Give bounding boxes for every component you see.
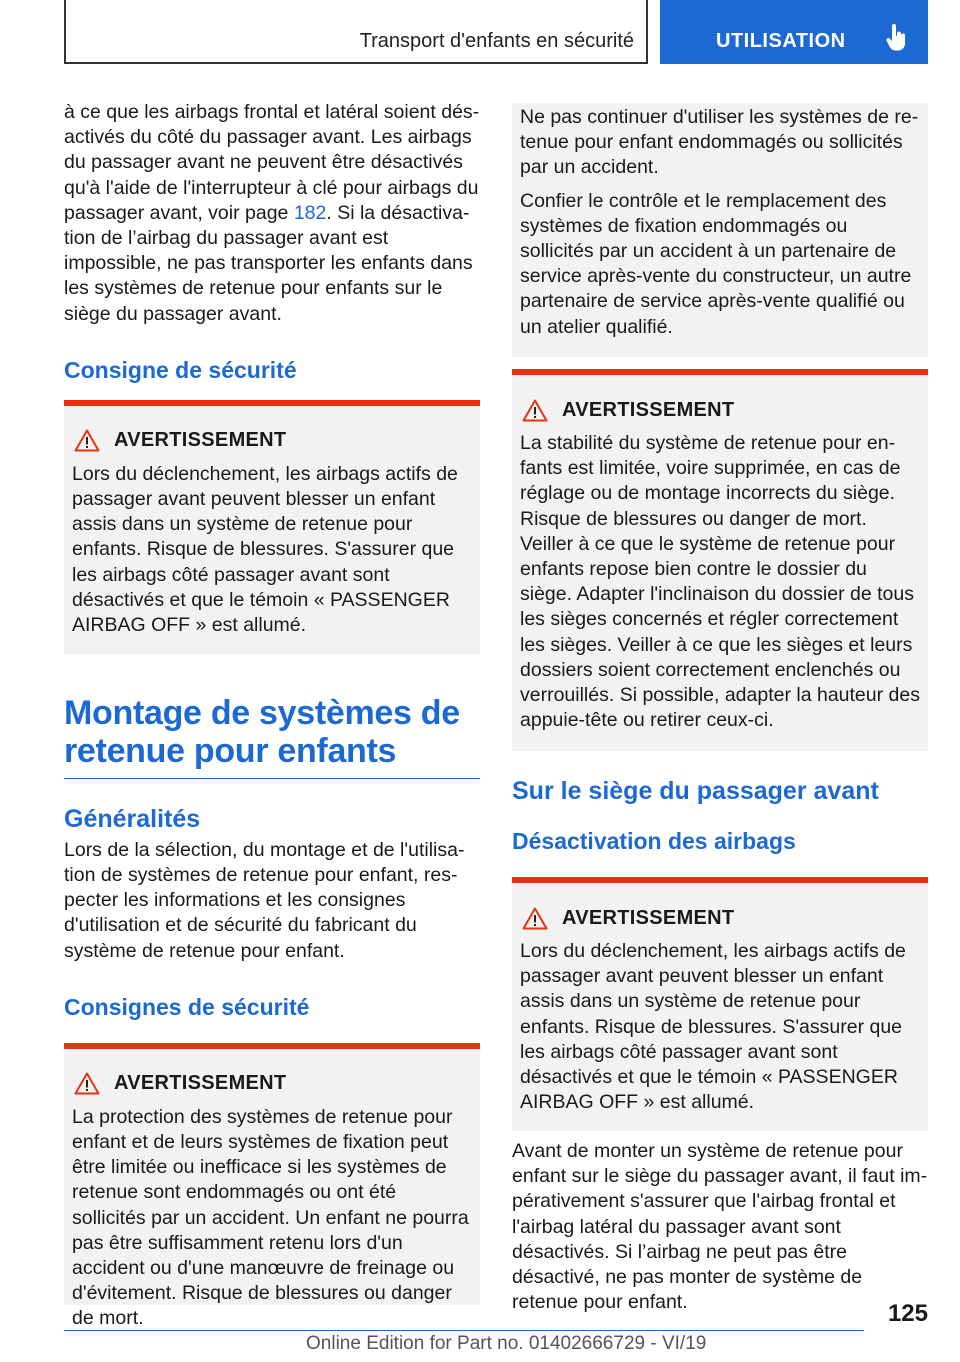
warning-box-1 [64,400,480,654]
warning-text: Lors du déclenchement, les airbags actifs de passager avant peuvent blesser un enfant assis dans un système de retenue pour enfants. Risque de blessures. S'assurer que les airbags côté passager avant sont désactivés et que le témoin « PASSENGER AIRBAG OFF » est allumé. [72,462,458,637]
warning-header [72,1069,472,1099]
page-header [64,0,928,64]
warning-box-2 [64,1043,480,1330]
warning-label: AVERTISSEMENT [114,1072,287,1095]
heading-siege: Sur le siège du passager avant [512,777,879,805]
heading-rule [64,778,480,779]
heading-montage: Montage de systèmes de retenue pour enfants [64,693,460,770]
warning-text: Lors du déclenchement, les airbags actifs de passager avant peuvent blesser un enfant assis dans un système de retenue pour enfants. Risque de blessures. S'assurer que les airbags côté passager avant sont désactivés et que le témoin « PASSENGER AIRBAG OFF » est allumé. [520,940,906,1114]
chapter-tab[interactable] [660,0,928,64]
warning-text: La stabilité du système de retenue pour enfants est limitée, voire supprimée, en cas de réglage ou de montage incorrects du siège. Risque de blessures ou danger de mort. Veiller à ce que le système de retenue pour enfants repose bien contre le dossier du siège. Adapter l'inclinaison du dossier de tous les sièges concernés et régler correctement les sièges. Veiller à ce que les sièges et leurs dossiers soient correctement enclenchés ou verrouillés. Si possible, adapter la hauteur des appuie-tête ou retirer ceux-ci. [520,432,920,732]
warning-triangle-icon [74,1072,100,1095]
footer-rule [64,1330,864,1331]
continued-warning-box [512,103,928,357]
intro-paragraph [64,100,480,327]
warning-box-3 [512,369,928,751]
warning-triangle-icon [522,907,548,930]
warning-label: AVERTISSEMENT [114,429,287,452]
warning-header [520,395,920,425]
warning-triangle-icon [74,429,100,452]
intro-text-start: à ce que les airbags frontal et latéral soient désactivés du côté du passager avant. Les airbags du passager avant ne peuvent être désactivés qu'à l'aide de l'interrupteur à clé pour airbags du passager avant, voir page [64,101,480,224]
edition-note: Online Edition for Part no. 01402666729 - VI/19 [306,1333,707,1354]
heading-desactivation: Désactivation des airbags [512,828,796,854]
warning-label: AVERTISSEMENT [562,906,735,929]
intro-text-end: . Si la désactivation de l’airbag du passager avant est impossible, ne pas transporter les enfants dans les systèmes de retenue pour enfants sur le siège du passager avant. [64,201,473,325]
warning-box-4 [512,877,928,1131]
heading-consignes: Consignes de sécurité [64,993,310,1020]
chapter-tab-label: UTILISATION [716,30,846,52]
right-column [512,103,928,1315]
heading-consigne: Consigne de sécurité [64,356,297,383]
warning-header [520,903,920,933]
section-title: Transport d'enfants en sécurité [359,30,634,52]
page-link[interactable]: 182 [293,201,327,224]
heading-generalites: Généralités [64,804,201,833]
continued-paragraph-2: Confier le contrôle et le remplacement des systèmes de fixation endommagés ou sollicités par un accident à un partenaire de service après-vente du constructeur, un autre partenaire de service après-vente qualifié ou un atelier qualifié. [520,189,912,338]
hand-pointer-icon [886,24,908,52]
warning-triangle-icon [522,399,548,422]
page-number: 125 [887,1300,928,1327]
warning-header [72,426,472,456]
warning-label: AVERTISSEMENT [562,398,735,421]
left-column [64,100,480,1330]
generalites-paragraph: Lors de la sélection, du montage et de l'utilisation de systèmes de retenue pour enfant, respecter les informations et les consignes d'utilisation et de sécurité du fabricant du système de retenue pour enfant. [64,838,465,962]
continued-paragraph-1: Ne pas continuer d'utiliser les systèmes de retenue pour enfant endommagés ou sollicités par un accident. [520,106,919,179]
section-title-box [64,0,648,64]
final-paragraph: Avant de monter un système de retenue pour enfant sur le siège du passager avant, il faut impérativement s'assurer que l'airbag frontal et l'airbag latéral du passager avant sont désactivés. Si l’airbag ne peut pas être désactivé, ne pas monter de système de retenue pour enfant. [512,1140,928,1314]
warning-text: La protection des systèmes de retenue pour enfant et de leurs systèmes de fixation peut être limitée ou inefficace si les systèmes de retenue sont endommagés ou ont été sollicités par un accident. Un enfant ne pourra pas être suffisamment retenu lors d'un accident ou d'une manœuvre de freinage ou d'évitement. Risque de blessures ou danger de mort. [72,1105,469,1330]
